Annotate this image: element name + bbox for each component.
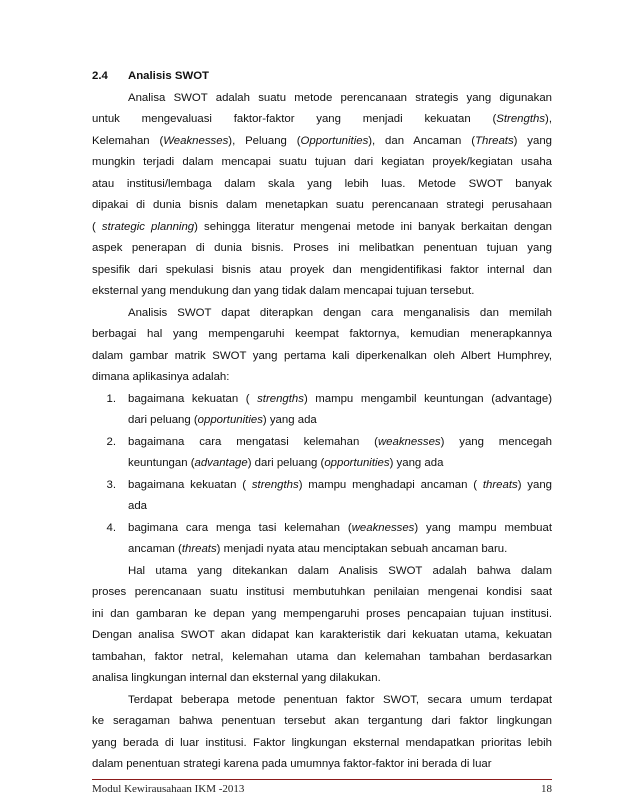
text-run: tambahan, faktor netral, kelemahan utama dan kelemahan tambahan berdasarkan bbox=[92, 650, 552, 663]
list-number bbox=[92, 410, 128, 432]
text-run: ini dan gambaran ke depan yang mempengaruhi proses pencapaian tujuan institusi. bbox=[92, 607, 552, 620]
text-run: bagaimana cara mengatasi kelemahan ( bbox=[128, 435, 378, 448]
list-number bbox=[92, 539, 128, 561]
text-run: ) mampu menghadapi ancaman ( bbox=[298, 478, 483, 491]
italic-term: threats bbox=[482, 478, 518, 491]
list-item bbox=[92, 432, 552, 454]
text-run: ), Peluang ( bbox=[228, 134, 301, 147]
text-run: ke seragaman bahwa penentuan tersebut akan tergantung dari faktor lingkungan bbox=[92, 715, 552, 727]
list-text bbox=[128, 432, 552, 454]
text-line bbox=[92, 733, 552, 755]
text-line bbox=[92, 109, 552, 131]
text-run: dalam gambar matrik SWOT yang pertama kali diperkenalkan oleh Albert Humphrey, bbox=[92, 349, 552, 362]
list-number: 1. bbox=[106, 392, 116, 405]
list-item bbox=[92, 410, 552, 432]
text-line bbox=[92, 625, 552, 647]
text-run: proses perencanaan suatu institusi membutuhkan penilaian mengenai kondisi saat bbox=[92, 586, 552, 598]
body-text-1 bbox=[92, 88, 552, 389]
text-line bbox=[92, 754, 552, 776]
text-run: Kelemahan ( bbox=[92, 134, 164, 147]
text-line bbox=[92, 604, 552, 626]
text-line bbox=[92, 711, 552, 733]
text-run: ada bbox=[128, 500, 148, 512]
text-line bbox=[92, 582, 552, 604]
italic-term: strategic planning bbox=[101, 220, 195, 233]
italic-term: strengths bbox=[257, 392, 304, 405]
text-run: dipakai di dunia bisnis dalam menetapkan suatu perencanaan strategi perusahaan bbox=[92, 199, 552, 211]
italic-term: opportunities bbox=[324, 457, 390, 469]
list-item bbox=[92, 389, 552, 411]
text-run: dari peluang ( bbox=[128, 414, 198, 426]
list-item bbox=[92, 518, 552, 540]
italic-term: advantage bbox=[194, 457, 248, 469]
text-run: bagaimana kekuatan ( bbox=[128, 478, 252, 491]
text-line bbox=[92, 260, 552, 282]
text-run: untuk mengevaluasi faktor-faktor yang menjadi kekuatan ( bbox=[92, 113, 497, 125]
text-line bbox=[92, 690, 552, 712]
text-run: ) yang mampu membuat bbox=[414, 521, 552, 534]
text-line bbox=[92, 668, 552, 690]
footer-rule bbox=[92, 779, 552, 780]
text-line bbox=[92, 647, 552, 669]
italic-term: threats bbox=[181, 543, 217, 555]
italic-term: Strengths bbox=[496, 113, 546, 125]
text-run: ) mampu mengambil keuntungan (advantage) bbox=[303, 392, 552, 405]
list-number bbox=[92, 496, 128, 518]
text-run: spesifik dari spekulasi bisnis atau proyek dan mengidentifikasi faktor internal dan bbox=[92, 263, 552, 276]
text-line bbox=[92, 217, 552, 239]
text-run: Analisis SWOT dapat diterapkan dengan cara menganalisis dan memilah bbox=[128, 306, 552, 319]
text-run: ) yang ada bbox=[262, 414, 317, 426]
list-number bbox=[92, 453, 128, 475]
italic-term: weaknesses bbox=[351, 521, 415, 534]
text-run: analisa lingkungan internal dan eksternal yang dilakukan. bbox=[92, 672, 381, 684]
text-line bbox=[92, 88, 552, 110]
text-run: eksternal yang mendukung dan yang tidak dalam mencapai tujuan tersebut. bbox=[92, 285, 475, 297]
application-list bbox=[92, 389, 552, 561]
text-run: ) yang bbox=[517, 478, 552, 491]
list-number: 3. bbox=[106, 478, 116, 491]
body-text-2 bbox=[92, 561, 552, 776]
italic-term: Weaknesses bbox=[163, 134, 229, 147]
footer-title: Modul Kewirausahaan IKM -2013 bbox=[92, 783, 245, 795]
text-line bbox=[92, 561, 552, 583]
list-item bbox=[92, 539, 552, 561]
text-line bbox=[92, 131, 552, 153]
text-run: ), bbox=[545, 113, 552, 125]
list-text bbox=[128, 475, 552, 497]
text-run: ( bbox=[92, 220, 102, 233]
text-run: ancaman ( bbox=[128, 543, 182, 555]
section-heading bbox=[92, 66, 552, 88]
list-text bbox=[128, 518, 552, 540]
italic-term: opportunities bbox=[197, 414, 263, 426]
text-run: mungkin terjadi dalam mencapai suatu tujuan dari kegiatan proyek/kegiatan usaha bbox=[92, 156, 552, 168]
text-run: ), dan Ancaman ( bbox=[368, 134, 476, 147]
list-number: 4. bbox=[106, 521, 116, 534]
text-run: berbagai hal yang mempengaruhi keempat faktornya, kemudian menerapkannya bbox=[92, 328, 552, 340]
text-line bbox=[92, 367, 552, 389]
text-run: dalam penentuan strategi karena pada umumnya faktor-faktor ini berada di luar bbox=[92, 758, 492, 770]
text-run: atau institusi/lembaga dalam skala yang lebih luas. Metode SWOT banyak bbox=[92, 177, 552, 190]
list-text bbox=[128, 539, 552, 561]
list-item bbox=[92, 496, 552, 518]
text-run: Terdapat beberapa metode penentuan faktor SWOT, secara umum terdapat bbox=[128, 693, 552, 706]
text-run: Analisa SWOT adalah suatu metode perencanaan strategis yang digunakan bbox=[128, 91, 552, 104]
text-run: bagimana cara menga tasi kelemahan ( bbox=[128, 521, 352, 534]
text-line bbox=[92, 174, 552, 196]
list-number: 2. bbox=[106, 435, 116, 448]
section-number: 2.4 bbox=[92, 70, 108, 82]
text-line bbox=[92, 324, 552, 346]
text-run: ) yang ada bbox=[389, 457, 444, 469]
text-run: ) menjadi nyata atau menciptakan sebuah ancaman baru. bbox=[216, 543, 508, 555]
italic-term: Threats bbox=[475, 134, 514, 147]
list-item bbox=[92, 475, 552, 497]
text-line bbox=[92, 281, 552, 303]
text-run: yang berada di luar institusi. Faktor lingkungan eksternal mendapatkan prioritas lebih bbox=[92, 736, 552, 749]
text-run: dimana aplikasinya adalah: bbox=[92, 371, 230, 383]
text-run: ) yang mencegah bbox=[440, 435, 552, 448]
list-text bbox=[128, 453, 552, 475]
italic-term: strengths bbox=[251, 478, 299, 491]
text-run: keuntungan ( bbox=[128, 457, 195, 469]
page-content bbox=[92, 66, 552, 776]
section-title: Analisis SWOT bbox=[128, 70, 210, 82]
text-run: aspek penerapan di dunia bisnis. Proses ini melibatkan penentuan tujuan yang bbox=[92, 242, 552, 254]
italic-term: Opportunities bbox=[300, 134, 369, 147]
text-line bbox=[92, 238, 552, 260]
italic-term: weaknesses bbox=[377, 435, 441, 448]
text-run: ) sehingga literatur mengenai metode ini banyak berkaitan dengan bbox=[194, 220, 552, 233]
text-run: ) yang bbox=[513, 134, 552, 147]
text-line bbox=[92, 303, 552, 325]
text-run: Hal utama yang ditekankan dalam Analisis SWOT adalah bahwa dalam bbox=[128, 564, 552, 577]
page-footer bbox=[92, 783, 552, 795]
text-run: ) dari peluang ( bbox=[247, 457, 325, 469]
text-run: Dengan analisa SWOT akan didapat kan karakteristik dari kekuatan utama, kekuatan bbox=[92, 629, 552, 641]
list-item bbox=[92, 453, 552, 475]
text-line bbox=[92, 346, 552, 368]
list-text bbox=[128, 410, 552, 432]
text-line bbox=[92, 152, 552, 174]
list-text bbox=[128, 389, 552, 411]
text-run: bagaimana kekuatan ( bbox=[128, 392, 258, 405]
page-number: 18 bbox=[541, 783, 552, 795]
list-text bbox=[128, 496, 552, 518]
text-line bbox=[92, 195, 552, 217]
